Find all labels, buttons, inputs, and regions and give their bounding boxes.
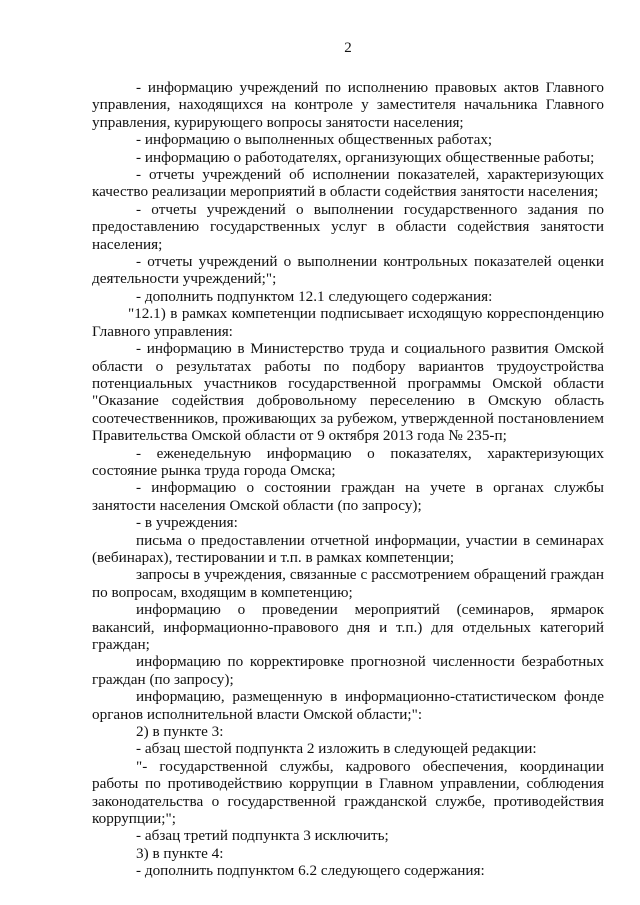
paragraph: - абзац шестой подпункта 2 изложить в следующей редакции: (136, 740, 537, 758)
paragraph: запросы в учреждения, связанные с рассмотрением обращений граждан по вопросам, входящим в компетенцию; (92, 566, 604, 601)
paragraph: "- государственной службы, кадрового обеспечения, координации работы по противодействию коррупции в Главном управлении, соблюдения законодательства о государственной гражданской службе, противодействия коррупции;"; (92, 757, 604, 828)
paragraph: информацию по корректировке прогнозной численности безработных граждан (по запросу); (92, 653, 604, 688)
paragraph: - отчеты учреждений о выполнении государственного задания по предоставлению государственных услуг в области содействия занятости населения; (92, 200, 604, 253)
paragraph: письма о предоставлении отчетной информации, участии в семинарах (вебинарах), тестировании и т.п. в рамках компетенции; (92, 531, 604, 566)
paragraph: "12.1) в рамках компетенции подписывает исходящую корреспонденцию Главного управления: (92, 305, 604, 340)
paragraph: - информацию о выполненных общественных работах; (136, 131, 493, 149)
paragraph: информацию, размещенную в информационно-статистическом фонде органов исполнительной власти Омской области;": (92, 688, 604, 723)
paragraph: - в учреждения: (136, 514, 238, 532)
paragraph: - абзац третий подпункта 3 исключить; (136, 827, 389, 845)
paragraph: - дополнить подпунктом 6.2 следующего содержания: (136, 862, 485, 880)
page-number: 2 (344, 40, 352, 56)
paragraph: - отчеты учреждений о выполнении контрольных показателей оценки деятельности учреждений;"; (92, 253, 604, 288)
paragraph: - информацию о состоянии граждан на учете в органах службы занятости населения Омской области (по запросу); (92, 479, 604, 514)
paragraph: 2) в пункте 3: (136, 723, 224, 741)
paragraph: - еженедельную информацию о показателях, характеризующих состояние рынка труда города Омска; (92, 444, 604, 479)
paragraph: - информацию учреждений по исполнению правовых актов Главного управления, находящихся на контроле у заместителя начальника Главного управления, курирующего вопросы занятости населения; (92, 79, 604, 131)
paragraph: - дополнить подпунктом 12.1 следующего содержания: (136, 287, 493, 305)
paragraph: - информацию в Министерство труда и социального развития Омской области о результатах работы по подбору вариантов трудоустройства потенциальных участников государственной программы Омской области "Оказание содействия добровольному переселению в Омскую область соотечественников, проживающих за рубежом, утвержденной постановлением Правительства Омской области от 9 октября 2013 года № 235-п; (92, 340, 604, 445)
paragraph: - информацию о работодателях, организующих общественные работы; (136, 148, 595, 166)
paragraph: информацию о проведении мероприятий (семинаров, ярмарок вакансий, информационно-правового дня и т.п.) для отдельных категорий граждан; (92, 601, 604, 653)
document-body (92, 79, 604, 880)
paragraph: 3) в пункте 4: (136, 844, 224, 862)
paragraph: - отчеты учреждений об исполнении показателей, характеризующих качество реализации мероприятий в области содействия занятости населения; (92, 166, 604, 201)
